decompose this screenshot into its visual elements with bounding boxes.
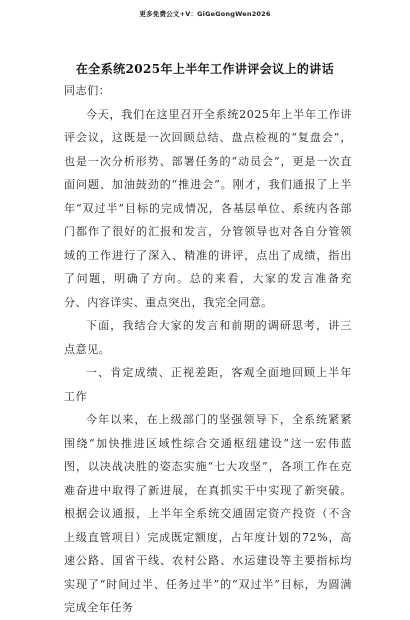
paragraph-opening: 今天，我们在这里召开全系统2025年上半年工作讲评会议，这既是一次回顾总结、盘点检视的“复盘会”，也是一次分析形势、部署任务的“动员会”，更是一次直面问题、加油鼓劲的“推进会”。刚才，我们通报了上半年“双过半”目标的完成情况，各基层单位、系统内各部门都作了很好的汇报和发言，分管领导也对各自分管领域的工作进行了深入、精准的讲评，点出了成绩，指出了问题，明确了方向。总的来看，大家的发言准备充分、内容详实、重点突出，我完全同意。 xyxy=(64,107,352,309)
document-title: 在全系统2025年上半年工作讲评会议上的讲话 xyxy=(75,62,335,76)
document-body xyxy=(64,79,352,620)
paragraph-section-one: 今年以来，在上级部门的坚强领导下，全系统紧紧围绕“加快推进区域性综合交通枢纽建设”这一宏伟蓝图，以决战决胜的姿态实施“七大攻坚”，各项工作在克难奋进中取得了新进展，在真抓实干中实现了新突破。根据会议通报，上半年全系统交通固定资产投资（不含上级直管项目）完成既定额度，占年度计划的72%，高速公路、国省干线、农村公路、水运建设等主要指标均实现了“时间过半、任务过半”的“双过半”目标，为圆满完成全年任务 xyxy=(64,413,352,614)
paragraph-transition: 下面，我结合大家的发言和前期的调研思考，讲三点意见。 xyxy=(64,319,352,356)
section-heading: 一、肯定成绩、正视差距，客观全面地回顾上半年工作 xyxy=(64,366,352,403)
header-note: 更多免费公文+V：GiGeGongWen2026 xyxy=(139,10,271,18)
salutation: 同志们： xyxy=(64,84,111,97)
